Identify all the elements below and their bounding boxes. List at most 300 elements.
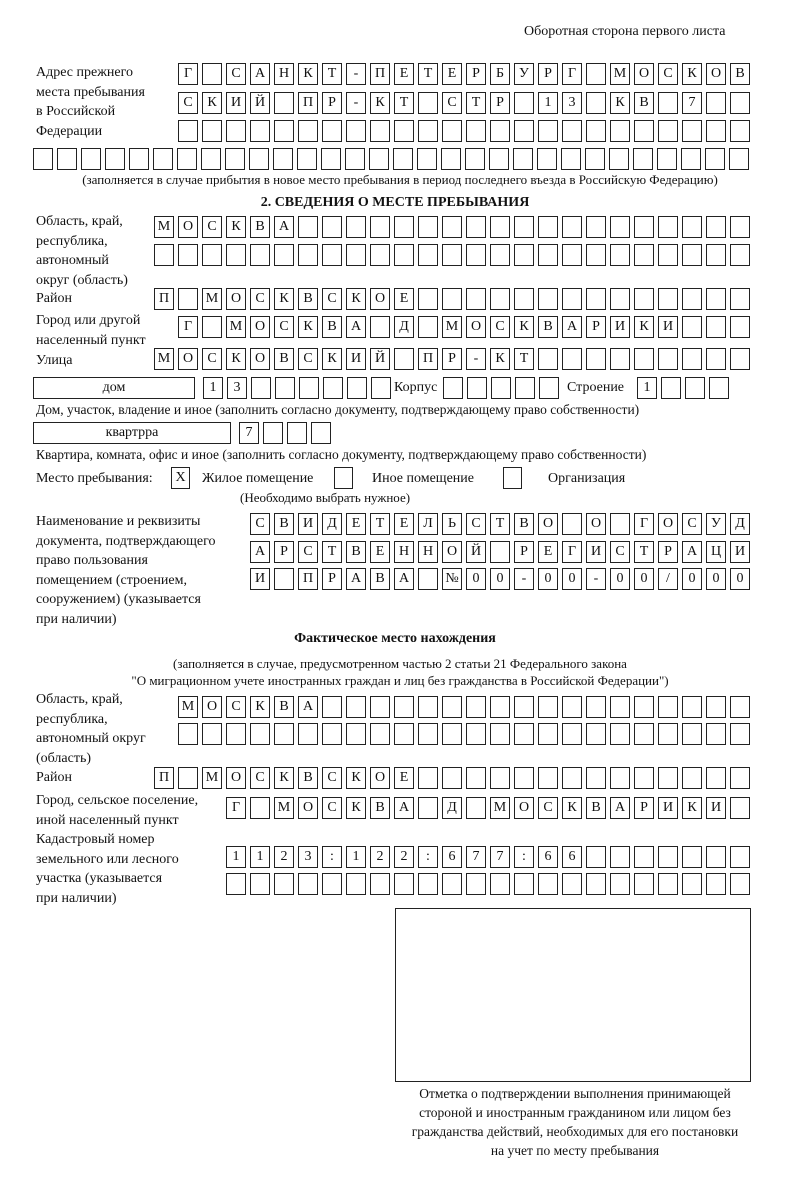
char-cell[interactable]: - [586,568,606,590]
char-cell[interactable]: К [634,316,654,338]
char-cell[interactable] [370,696,390,718]
char-cell[interactable]: О [658,513,678,535]
char-cell[interactable] [658,846,678,868]
char-cell[interactable]: О [370,767,390,789]
char-cell[interactable]: Й [370,348,390,370]
char-cell[interactable] [418,873,438,895]
char-cell[interactable] [418,696,438,718]
char-cell[interactable] [442,244,462,266]
char-cell[interactable]: С [322,288,342,310]
char-cell[interactable]: 0 [682,568,702,590]
char-cell[interactable]: 0 [466,568,486,590]
char-cell[interactable]: С [658,63,678,85]
char-cell[interactable] [562,288,582,310]
char-cell[interactable]: Д [322,513,342,535]
char-cell[interactable] [610,244,630,266]
char-cell[interactable]: К [250,696,270,718]
char-cell[interactable] [634,767,654,789]
char-cell[interactable] [514,216,534,238]
char-cell[interactable] [346,696,366,718]
char-cell[interactable]: Т [490,513,510,535]
char-cell[interactable]: Е [394,288,414,310]
char-cell[interactable] [322,696,342,718]
char-cell[interactable] [443,377,463,399]
char-cell[interactable] [369,148,389,170]
char-cell[interactable] [418,288,438,310]
char-cell[interactable] [539,377,559,399]
char-cell[interactable] [299,377,319,399]
char-cell[interactable] [263,422,283,444]
char-cell[interactable] [298,244,318,266]
char-cell[interactable] [658,288,678,310]
char-cell[interactable]: Е [394,63,414,85]
char-cell[interactable]: О [226,767,246,789]
char-cell[interactable] [706,244,726,266]
char-cell[interactable] [178,120,198,142]
char-cell[interactable]: С [610,541,630,563]
char-cell[interactable] [709,377,729,399]
char-cell[interactable]: К [226,348,246,370]
char-cell[interactable] [370,120,390,142]
char-cell[interactable]: У [706,513,726,535]
char-cell[interactable] [586,120,606,142]
char-cell[interactable] [706,216,726,238]
char-cell[interactable] [490,244,510,266]
char-cell[interactable] [466,696,486,718]
char-cell[interactable] [442,873,462,895]
char-cell[interactable]: А [298,696,318,718]
char-cell[interactable]: И [706,797,726,819]
char-cell[interactable] [585,148,605,170]
char-cell[interactable]: С [202,216,222,238]
char-cell[interactable]: А [562,316,582,338]
char-cell[interactable] [705,148,725,170]
char-cell[interactable]: К [346,288,366,310]
char-cell[interactable] [226,873,246,895]
char-cell[interactable]: О [178,348,198,370]
char-cell[interactable]: № [442,568,462,590]
char-cell[interactable]: О [538,513,558,535]
char-cell[interactable]: С [442,92,462,114]
char-cell[interactable] [178,767,198,789]
char-cell[interactable]: Р [658,541,678,563]
char-cell[interactable]: К [682,797,702,819]
char-cell[interactable]: С [226,696,246,718]
char-cell[interactable] [465,148,485,170]
char-cell[interactable]: К [346,767,366,789]
char-cell[interactable] [634,873,654,895]
char-cell[interactable] [287,422,307,444]
char-cell[interactable]: Р [586,316,606,338]
char-cell[interactable]: М [154,348,174,370]
char-cell[interactable]: - [346,92,366,114]
char-cell[interactable] [441,148,461,170]
char-cell[interactable]: Т [418,63,438,85]
char-cell[interactable]: Р [634,797,654,819]
char-cell[interactable]: Е [370,541,390,563]
char-cell[interactable] [586,767,606,789]
char-cell[interactable] [610,846,630,868]
char-cell[interactable]: М [274,797,294,819]
char-cell[interactable] [321,148,341,170]
char-cell[interactable] [685,377,705,399]
char-cell[interactable]: 2 [394,846,414,868]
char-cell[interactable]: - [466,348,486,370]
char-cell[interactable] [562,348,582,370]
char-cell[interactable] [394,244,414,266]
char-cell[interactable] [657,148,677,170]
char-cell[interactable] [538,696,558,718]
char-cell[interactable] [345,148,365,170]
char-cell[interactable]: И [586,541,606,563]
char-cell[interactable] [322,216,342,238]
char-cell[interactable]: И [658,316,678,338]
char-cell[interactable] [322,120,342,142]
char-cell[interactable] [466,120,486,142]
char-cell[interactable]: 2 [370,846,390,868]
char-cell[interactable] [273,148,293,170]
char-cell[interactable] [178,244,198,266]
char-cell[interactable]: 1 [203,377,223,399]
char-cell[interactable] [346,120,366,142]
char-cell[interactable]: О [514,797,534,819]
char-cell[interactable]: В [274,513,294,535]
char-cell[interactable] [466,767,486,789]
char-cell[interactable] [250,723,270,745]
char-cell[interactable] [609,148,629,170]
char-cell[interactable] [610,873,630,895]
char-cell[interactable]: Т [466,92,486,114]
char-cell[interactable]: С [202,348,222,370]
char-cell[interactable] [226,723,246,745]
char-cell[interactable] [393,148,413,170]
char-cell[interactable] [418,568,438,590]
char-cell[interactable] [562,873,582,895]
char-cell[interactable] [274,723,294,745]
char-cell[interactable]: 1 [538,92,558,114]
char-cell[interactable]: Н [394,541,414,563]
char-cell[interactable] [370,216,390,238]
char-cell[interactable] [658,696,678,718]
char-cell[interactable]: Г [634,513,654,535]
char-cell[interactable] [274,568,294,590]
char-cell[interactable] [201,148,221,170]
char-cell[interactable] [514,288,534,310]
char-cell[interactable] [682,288,702,310]
char-cell[interactable]: 2 [274,846,294,868]
char-cell[interactable] [681,148,701,170]
char-cell[interactable] [466,216,486,238]
char-cell[interactable] [153,148,173,170]
char-cell[interactable] [442,696,462,718]
char-cell[interactable] [466,797,486,819]
char-cell[interactable] [729,148,749,170]
char-cell[interactable] [562,120,582,142]
char-cell[interactable]: Г [226,797,246,819]
char-cell[interactable]: М [154,216,174,238]
char-cell[interactable] [226,120,246,142]
char-cell[interactable] [610,120,630,142]
char-cell[interactable]: : [322,846,342,868]
char-cell[interactable]: К [298,63,318,85]
char-cell[interactable]: О [442,541,462,563]
char-cell[interactable] [610,216,630,238]
char-cell[interactable]: К [322,348,342,370]
char-cell[interactable]: Т [370,513,390,535]
char-cell[interactable] [466,873,486,895]
char-cell[interactable] [394,873,414,895]
char-cell[interactable] [346,873,366,895]
char-cell[interactable] [634,216,654,238]
char-cell[interactable]: В [538,316,558,338]
char-cell[interactable]: К [562,797,582,819]
char-cell[interactable] [561,148,581,170]
char-cell[interactable] [586,63,606,85]
char-cell[interactable]: С [682,513,702,535]
char-cell[interactable] [418,120,438,142]
char-cell[interactable] [467,377,487,399]
char-cell[interactable] [514,244,534,266]
char-cell[interactable] [562,723,582,745]
char-cell[interactable] [466,288,486,310]
char-cell[interactable] [491,377,511,399]
char-cell[interactable]: Б [490,63,510,85]
char-cell[interactable] [538,873,558,895]
char-cell[interactable] [298,120,318,142]
char-cell[interactable] [730,797,750,819]
char-cell[interactable]: А [346,316,366,338]
char-cell[interactable] [658,244,678,266]
char-cell[interactable] [274,244,294,266]
char-cell[interactable]: О [250,348,270,370]
char-cell[interactable] [225,148,245,170]
char-cell[interactable] [514,120,534,142]
char-cell[interactable]: В [514,513,534,535]
char-cell[interactable] [418,316,438,338]
char-cell[interactable] [274,873,294,895]
char-cell[interactable]: М [442,316,462,338]
char-cell[interactable] [682,723,702,745]
char-cell[interactable]: Д [442,797,462,819]
char-cell[interactable]: О [466,316,486,338]
char-cell[interactable] [490,723,510,745]
char-cell[interactable] [586,288,606,310]
char-cell[interactable] [370,723,390,745]
char-cell[interactable]: 0 [706,568,726,590]
char-cell[interactable] [250,244,270,266]
char-cell[interactable]: 0 [634,568,654,590]
char-cell[interactable] [633,148,653,170]
char-cell[interactable]: 1 [346,846,366,868]
char-cell[interactable] [730,288,750,310]
char-cell[interactable]: С [250,767,270,789]
char-cell[interactable]: О [298,797,318,819]
char-cell[interactable]: С [250,513,270,535]
char-cell[interactable]: С [226,63,246,85]
char-cell[interactable] [418,216,438,238]
char-cell[interactable]: Д [730,513,750,535]
char-cell[interactable]: В [346,541,366,563]
char-cell[interactable]: И [610,316,630,338]
char-cell[interactable]: О [250,316,270,338]
char-cell[interactable] [394,348,414,370]
char-cell[interactable]: С [538,797,558,819]
char-cell[interactable] [634,348,654,370]
char-cell[interactable] [442,723,462,745]
char-cell[interactable] [706,120,726,142]
char-cell[interactable] [442,216,462,238]
char-cell[interactable] [562,767,582,789]
char-cell[interactable]: М [226,316,246,338]
char-cell[interactable] [57,148,77,170]
char-cell[interactable] [466,244,486,266]
char-cell[interactable]: К [346,797,366,819]
char-cell[interactable]: 7 [490,846,510,868]
char-cell[interactable]: Р [322,568,342,590]
char-cell[interactable]: Ь [442,513,462,535]
char-cell[interactable] [394,696,414,718]
char-cell[interactable] [658,92,678,114]
char-cell[interactable]: И [658,797,678,819]
char-cell[interactable]: Е [394,767,414,789]
char-cell[interactable] [490,767,510,789]
char-cell[interactable]: 7 [682,92,702,114]
char-cell[interactable]: И [730,541,750,563]
char-cell[interactable]: И [250,568,270,590]
char-cell[interactable]: Н [418,541,438,563]
char-cell[interactable] [682,120,702,142]
char-cell[interactable]: М [178,696,198,718]
char-cell[interactable] [706,92,726,114]
char-cell[interactable] [661,377,681,399]
char-cell[interactable] [562,696,582,718]
char-cell[interactable] [490,873,510,895]
char-cell[interactable]: / [658,568,678,590]
char-cell[interactable]: Р [538,63,558,85]
char-cell[interactable] [610,723,630,745]
char-cell[interactable] [586,846,606,868]
char-cell[interactable] [562,244,582,266]
char-cell[interactable]: М [490,797,510,819]
char-cell[interactable] [586,244,606,266]
char-cell[interactable]: К [490,348,510,370]
char-cell[interactable]: А [250,63,270,85]
char-cell[interactable] [562,513,582,535]
char-cell[interactable]: О [178,216,198,238]
char-cell[interactable] [706,723,726,745]
char-cell[interactable]: 1 [226,846,246,868]
char-cell[interactable] [394,723,414,745]
char-cell[interactable] [515,377,535,399]
char-cell[interactable]: С [322,767,342,789]
char-cell[interactable]: Т [322,541,342,563]
char-cell[interactable]: Г [178,63,198,85]
char-cell[interactable]: С [322,797,342,819]
char-cell[interactable]: П [418,348,438,370]
char-cell[interactable]: 6 [538,846,558,868]
char-cell[interactable]: А [682,541,702,563]
char-cell[interactable]: О [370,288,390,310]
char-cell[interactable] [417,148,437,170]
char-cell[interactable]: К [370,92,390,114]
char-cell[interactable] [730,244,750,266]
char-cell[interactable]: 7 [239,422,259,444]
checkbox-residential[interactable]: X [171,467,190,489]
char-cell[interactable] [251,377,271,399]
char-cell[interactable] [513,148,533,170]
char-cell[interactable] [442,120,462,142]
char-cell[interactable]: Е [442,63,462,85]
char-cell[interactable] [706,348,726,370]
char-cell[interactable] [682,846,702,868]
char-cell[interactable] [202,244,222,266]
char-cell[interactable]: С [274,316,294,338]
char-cell[interactable]: В [274,348,294,370]
char-cell[interactable] [490,216,510,238]
char-cell[interactable]: : [514,846,534,868]
char-cell[interactable]: В [370,797,390,819]
flat-type-field[interactable]: квартрра [33,422,231,444]
char-cell[interactable]: 0 [610,568,630,590]
char-cell[interactable]: Р [490,92,510,114]
char-cell[interactable] [730,696,750,718]
char-cell[interactable] [682,873,702,895]
char-cell[interactable]: - [514,568,534,590]
char-cell[interactable] [586,873,606,895]
char-cell[interactable]: Ц [706,541,726,563]
char-cell[interactable] [682,767,702,789]
char-cell[interactable]: 6 [562,846,582,868]
char-cell[interactable] [177,148,197,170]
char-cell[interactable] [129,148,149,170]
char-cell[interactable]: И [346,348,366,370]
char-cell[interactable]: С [298,541,318,563]
char-cell[interactable] [298,723,318,745]
char-cell[interactable]: Й [250,92,270,114]
char-cell[interactable]: В [250,216,270,238]
char-cell[interactable]: А [274,216,294,238]
char-cell[interactable] [730,723,750,745]
char-cell[interactable] [730,92,750,114]
char-cell[interactable]: Г [178,316,198,338]
char-cell[interactable] [706,873,726,895]
char-cell[interactable] [658,216,678,238]
char-cell[interactable]: 0 [490,568,510,590]
char-cell[interactable] [538,120,558,142]
char-cell[interactable] [250,873,270,895]
char-cell[interactable]: Т [634,541,654,563]
char-cell[interactable] [634,723,654,745]
char-cell[interactable] [610,348,630,370]
char-cell[interactable]: О [634,63,654,85]
char-cell[interactable]: П [154,288,174,310]
char-cell[interactable] [490,120,510,142]
char-cell[interactable]: 3 [298,846,318,868]
char-cell[interactable] [538,216,558,238]
char-cell[interactable]: В [370,568,390,590]
char-cell[interactable]: В [274,696,294,718]
char-cell[interactable] [538,288,558,310]
char-cell[interactable]: В [730,63,750,85]
char-cell[interactable] [370,316,390,338]
char-cell[interactable] [586,696,606,718]
char-cell[interactable] [658,873,678,895]
char-cell[interactable] [489,148,509,170]
char-cell[interactable]: 7 [466,846,486,868]
char-cell[interactable]: К [298,316,318,338]
char-cell[interactable] [658,723,678,745]
char-cell[interactable] [658,767,678,789]
